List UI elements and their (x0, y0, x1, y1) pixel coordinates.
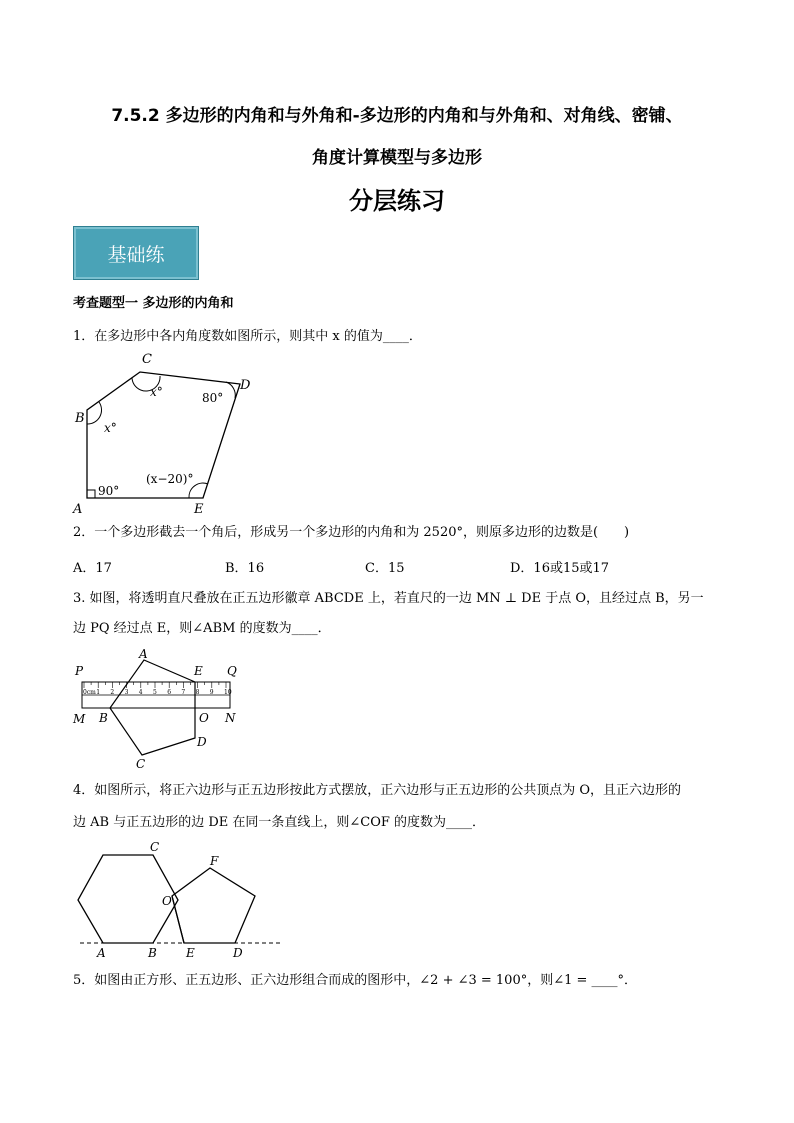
section-heading: 考查题型一 多边形的内角和 (73, 296, 234, 311)
question-3-line1: 3. 如图，将透明直尺叠放在正五边形徽章 ABCDE 上，若直尺的一边 MN ⊥ DE 于点 O，且经过点 B，另一 (73, 591, 704, 606)
ruler-tick-label: 1 (96, 689, 101, 696)
fig1-angle-A: 90° (98, 484, 120, 498)
fig3-label-N: N (225, 711, 236, 725)
question-5-text: 5．如图由正方形、正五边形、正六边形组合而成的图形中，∠2 + ∠3 = 100°，则∠1 = ____°． (73, 973, 638, 988)
fig4-label-B: B (148, 946, 157, 960)
ruler-tick-label: 4 (138, 689, 143, 696)
ruler-ticks (83, 682, 232, 696)
fig3-label-Q: Q (227, 664, 237, 678)
question-1-figure (70, 350, 270, 520)
fig3-label-B: B (99, 711, 108, 725)
fig3-label-P: P (75, 664, 84, 678)
fig3-label-E: E (194, 664, 203, 678)
ruler-tick-label: 7 (181, 689, 186, 696)
fig1-label-A: A (73, 502, 83, 517)
question-4-line1: 4．如图所示，将正六边形与正五边形按此方式摆放，正六边形与正五边形的公共顶点为 O，且正六边形的 (73, 783, 682, 798)
fig4-label-O: O (162, 894, 172, 908)
fig1-angle-C: x° (150, 385, 163, 399)
fig1-label-E: E (194, 502, 204, 517)
fig4-label-C: C (150, 840, 160, 854)
question-2-option-d[interactable]: D．16或15或17 (510, 561, 610, 576)
fig1-label-D: D (240, 378, 251, 393)
fig4-label-E: E (186, 946, 195, 960)
question-2-text: 2．一个多边形截去一个角后，形成另一个多边形的内角和为 2520°，则原多边形的边数是( ) (73, 525, 630, 540)
question-4-figure (70, 838, 285, 968)
level-badge: 基础练 (73, 226, 199, 280)
question-3-figure (70, 640, 250, 775)
question-2-option-b[interactable]: B．16 (225, 561, 265, 576)
fig3-label-C: C (136, 757, 146, 771)
question-1-text: 1．在多边形中各内角度数如图所示，则其中 x 的值为____． (73, 329, 422, 344)
fig1-angle-D: 80° (202, 391, 224, 405)
fig1-label-B: B (75, 411, 85, 426)
fig3-label-D: D (197, 735, 207, 749)
ruler-tick-label: 5 (153, 689, 157, 696)
ruler-tick-label: 0cm (83, 689, 96, 696)
question-4-line2: 边 AB 与正五边形的边 DE 在同一条直线上，则∠COF 的度数为____． (73, 815, 486, 830)
fig4-label-F: F (210, 854, 219, 868)
ruler-tick-label: 8 (195, 689, 200, 696)
question-3-line2: 边 PQ 经过点 E，则∠ABM 的度数为____． (73, 621, 331, 636)
ruler-tick-label: 10 (224, 689, 232, 696)
ruler-tick-label: 6 (167, 689, 172, 696)
ruler-tick-label: 9 (209, 689, 214, 696)
fig4-label-A: A (97, 946, 106, 960)
fig3-label-A: A (139, 647, 148, 661)
ruler-tick-label: 2 (110, 689, 115, 696)
ruler-tick-label: 3 (124, 689, 129, 696)
fig3-label-M: M (73, 712, 86, 726)
question-2-option-c[interactable]: C．15 (365, 561, 405, 576)
fig1-label-C: C (142, 352, 152, 367)
fig1-angle-E: (x−20)° (146, 472, 194, 486)
fig4-label-D: D (233, 946, 243, 960)
page-subtitle: 分层练习 (349, 187, 445, 215)
fig1-angle-B: x° (104, 421, 117, 435)
page-title-line2: 角度计算模型与多边形 (312, 148, 482, 168)
page-title-line1: 7.5.2 多边形的内角和与外角和-多边形的内角和与外角和、对角线、密铺、 (111, 106, 683, 126)
question-2-option-a[interactable]: A．17 (73, 561, 112, 576)
fig3-label-O: O (199, 711, 209, 725)
